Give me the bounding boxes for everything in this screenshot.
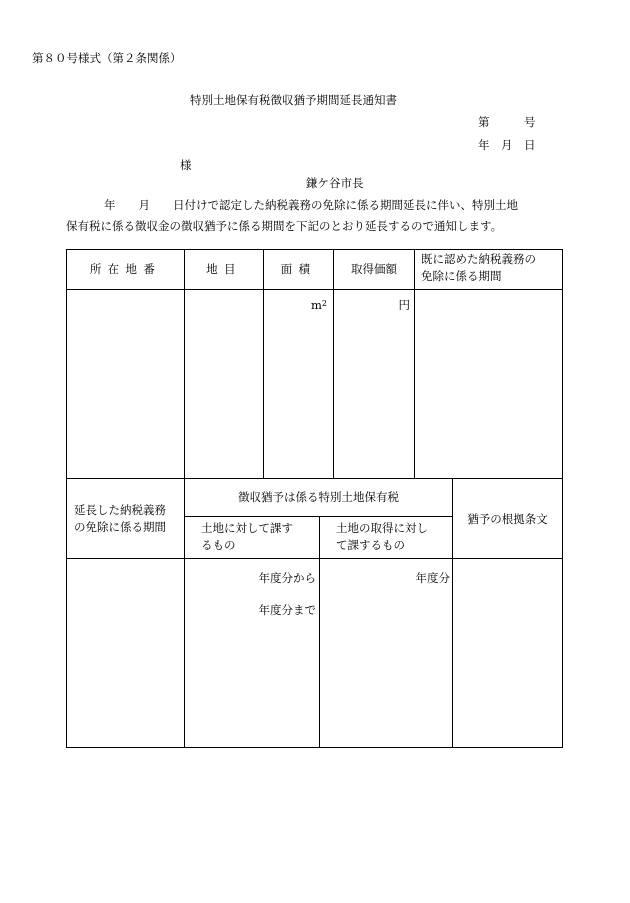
document-title: 特別土地保有税徴収猶予期間延長通知書	[190, 93, 397, 107]
document-number: 第 号	[478, 115, 536, 129]
year-to: 年度分まで	[258, 603, 316, 617]
price-unit: 円	[398, 298, 410, 312]
header-area: 面積	[280, 262, 317, 276]
header-acquisition-price: 取得価額	[351, 262, 397, 276]
header-deferral-tax: 徴収猶予は係る特別土地保有税	[238, 490, 399, 504]
header-legal-basis: 猶予の根拠条文	[467, 512, 548, 526]
addressee-suffix: 様	[180, 158, 192, 172]
area-unit: $m^2$	[311, 298, 327, 312]
header-land-category: 地目	[206, 262, 242, 276]
header-location: 所在地番	[89, 262, 162, 276]
year-from: 年度分から	[258, 571, 316, 585]
header-tax-on-acquisition: 土地の取得に対し て課するもの	[336, 521, 428, 552]
form-number: 第８０号様式（第２条関係）	[32, 51, 182, 65]
header-exemption-period: 既に認めた納税義務の 免除に係る期間	[421, 252, 536, 283]
body-text-line-1: 年 月 日付けで認定した納税義務の免除に係る期間延長に伴い、特別土地	[104, 198, 518, 212]
document-date: 年 月 日	[478, 138, 536, 152]
header-extended-period: 延長した納税義務 の免除に係る期間	[74, 503, 166, 534]
header-tax-on-land: 土地に対して課す るもの	[201, 521, 293, 552]
issuer: 鎌ケ谷市長	[306, 176, 364, 190]
year-single: 年度分	[415, 571, 450, 585]
body-text-line-2: 保有税に係る徴収金の徴収猶予に係る期間を下記のとおり延長するので通知します。	[66, 219, 503, 233]
